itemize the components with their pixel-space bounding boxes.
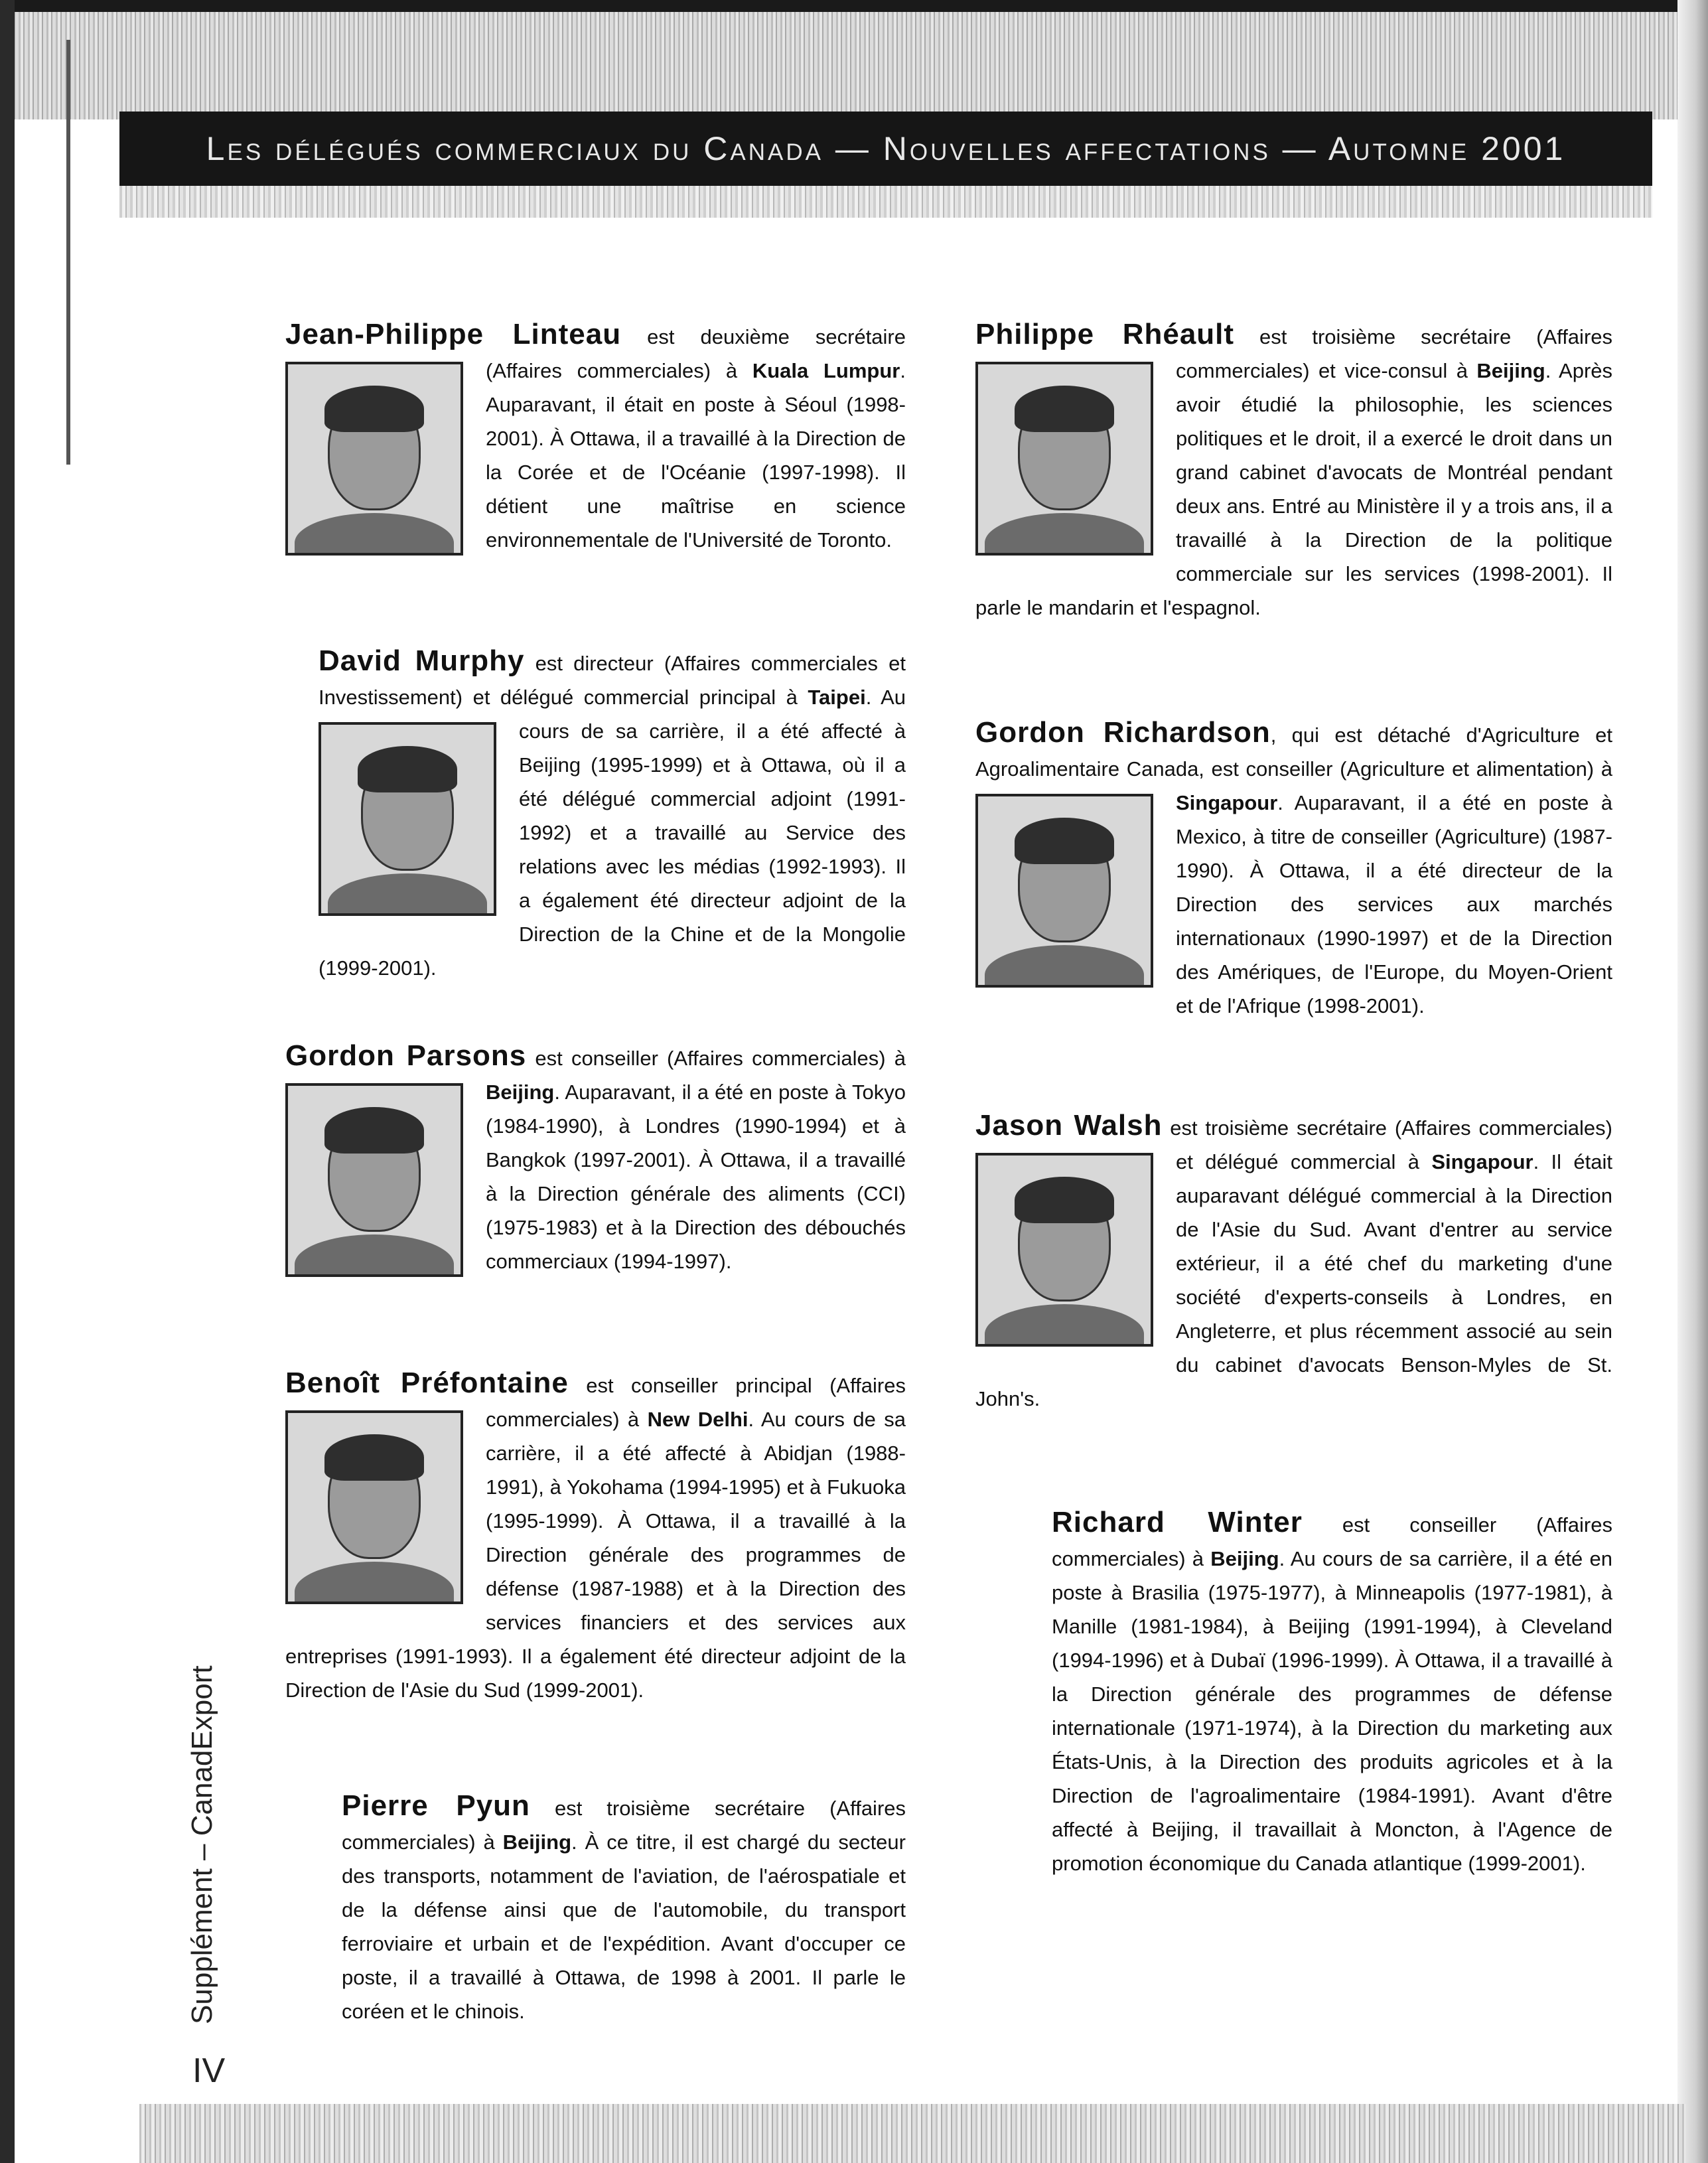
bio-entry	[975, 317, 1612, 625]
bio-name: Jean-Philippe Linteau	[285, 318, 622, 350]
bio-text-before: est troisième secrétaire (Affaires commerciales) et délégué commercial à	[1162, 1116, 1612, 1173]
bio-entry	[319, 644, 906, 985]
portrait-photo	[319, 722, 496, 916]
bio-text-after: . Auparavant, il a été en poste à Tokyo (1984-1990), à Londres (1990-1994) et à Bangkok (1997-2001). À Ottawa, il a travaillé à la Direction générale des aliments (CCI) (1975-1983) et à la Direction des débouchés commerciaux (1994-1997).	[486, 1081, 906, 1273]
portrait-photo	[285, 1410, 463, 1604]
bio-text-before: est troisième secrétaire (Affaires commerciales) à	[342, 1797, 906, 1854]
bio-entry	[342, 1789, 906, 2028]
bio-name: Pierre Pyun	[342, 1789, 530, 1822]
bio-city: Singapour	[1431, 1150, 1533, 1173]
bio-name: David Murphy	[319, 644, 525, 677]
bio-name: Gordon Richardson	[975, 716, 1271, 749]
bio-entry	[285, 317, 906, 562]
bio-entry	[285, 1366, 906, 1707]
bio-text-after: . Après avoir étudié la philosophie, les sciences politiques et le droit, il a exercé le droit dans un grand cabinet d'avocats de Montréal pendant deux ans. Entré au Ministère il y a trois ans, il a travaillé à la Direction de la politique commerciale sur les services (1998-2001). Il parle le mandarin et l'espagnol.	[975, 359, 1613, 619]
scan-left-binding-line	[66, 40, 70, 465]
bio-text-before: , qui est détaché d'Agriculture et Agroalimentaire Canada, est conseiller (Agriculture et alimentation) à	[975, 723, 1613, 781]
bio-city: Singapour	[1176, 791, 1278, 814]
bio-city: Beijing	[502, 1830, 572, 1854]
bio-entry	[975, 715, 1612, 1023]
bio-city: Kuala Lumpur	[752, 359, 900, 382]
scan-top-edge	[0, 0, 1708, 12]
bio-text-before: est deuxième secrétaire (Affaires commerciales) à	[486, 325, 906, 382]
scan-bottom-noise	[139, 2104, 1685, 2163]
side-label: Supplément – CanadExport	[186, 1665, 218, 2024]
bio-name: Gordon Parsons	[285, 1039, 527, 1072]
bio-entry	[1052, 1505, 1612, 1880]
scan-top-noise	[0, 0, 1708, 119]
bio-text-after: . Auparavant, il a été en poste à Mexico, à titre de conseiller (Agriculture) (1987-1990). À Ottawa, il a été directeur de la Direction des services aux marchés internationaux (1990-1997) et de la Direction des Amériques, de l'Europe, du Moyen-Orient et de l'Afrique (1998-2001).	[1176, 791, 1612, 1017]
bio-text-before: est troisième secrétaire (Affaires commerciales) et vice-consul à	[1176, 325, 1613, 382]
bio-text-before: est conseiller (Affaires commerciales) à	[1052, 1513, 1612, 1570]
bio-text-after: . Au cours de sa carrière, il a été affecté à Beijing (1995-1999) et à Ottawa, où il a été délégué commercial adjoint (1991-1992) et a travaillé au Service des relations avec les médias (1992-1993). Il a également été directeur adjoint de la Direction de la Chine et de la Mongolie (1999-2001).	[319, 686, 906, 980]
bio-city: New Delhi	[647, 1408, 748, 1431]
bio-text-before: est conseiller (Affaires commerciales) à	[526, 1047, 906, 1070]
bio-text-after: . Au cours de sa carrière, il a été affecté à Abidjan (1988-1991), à Yokohama (1994-1995) et à Fukuoka (1995-1999). À Ottawa, il a travaillé à la Direction générale des programmes de défense (1987-1988) et à la Direction des services financiers et des services aux entreprises (1991-1993). Il a également été directeur adjoint de la Direction de l'Asie du Sud (1999-2001).	[285, 1408, 906, 1702]
bio-name: Jason Walsh	[975, 1109, 1163, 1142]
header-strip	[119, 186, 1652, 218]
scan-left-edge	[0, 0, 15, 2163]
bio-city: Taipei	[808, 686, 866, 709]
header-title: Les délégués commerciaux du Canada — Nouvelles affectations — Automne 2001	[206, 130, 1566, 167]
portrait-photo	[285, 1083, 463, 1277]
bio-city: Beijing	[486, 1081, 555, 1104]
bio-text-before: est directeur (Affaires commerciales et Investissement) et délégué commercial principal à	[319, 652, 906, 709]
bio-text-after: . Au cours de sa carrière, il a été en poste à Brasilia (1975-1977), à Minneapolis (1977-1981), à Manille (1981-1984), à Beijing (1991-1994), à Cleveland (1994-1996) et à Dubaï (1996-1999). À Ottawa, il a travaillé à la Direction générale des programmes de défense internationale (1971-1974), à la Direction du marketing aux États-Unis, à la Direction des produits agricoles et à la Direction de l'agroalimentaire (1984-1991). Avant d'être affecté à Beijing, il travaillait à Moncton, à l'Agence de promotion économique du Canada atlantique (1999-2001).	[1052, 1547, 1612, 1875]
bio-name: Benoît Préfontaine	[285, 1367, 569, 1399]
portrait-photo	[975, 362, 1153, 556]
bio-entry	[285, 1039, 906, 1284]
bio-entry	[975, 1108, 1612, 1416]
bio-text-before: est conseiller principal (Affaires commerciales) à	[486, 1374, 906, 1431]
bio-text-after: . Auparavant, il était en poste à Séoul (1998-2001). À Ottawa, il a travaillé à la Direction de la Corée et de l'Océanie (1997-1998). Il détient une maîtrise en science environnementale de l'Université de Toronto.	[486, 359, 906, 552]
scan-right-edge	[1677, 0, 1708, 2163]
page-number: IV	[192, 2051, 226, 2090]
portrait-photo	[285, 362, 463, 556]
bio-text-after: . Il était auparavant délégué commercial à la Direction de l'Asie du Sud. Avant d'entrer au service extérieur, il a été chef du marketing d'une société d'experts-conseils à Londres, en Angleterre, et plus récemment associé au sein du cabinet d'avocats Benson-Myles de St. John's.	[975, 1150, 1613, 1410]
bio-text-after: . À ce titre, il est chargé du secteur des transports, notamment de l'aviation, de l'aérospatiale et de la défense ainsi que de l'automobile, du transport ferroviaire et urbain et de l'expédition. Avant d'occuper ce poste, il a travaillé à Ottawa, de 1998 à 2001. Il parle le coréen et le chinois.	[342, 1830, 906, 2023]
bio-name: Richard Winter	[1052, 1506, 1303, 1538]
header-band	[119, 112, 1652, 186]
bio-city: Beijing	[1476, 359, 1545, 382]
bio-name: Philippe Rhéault	[975, 318, 1235, 350]
bio-city: Beijing	[1210, 1547, 1279, 1570]
portrait-photo	[975, 1153, 1153, 1347]
portrait-photo	[975, 794, 1153, 988]
